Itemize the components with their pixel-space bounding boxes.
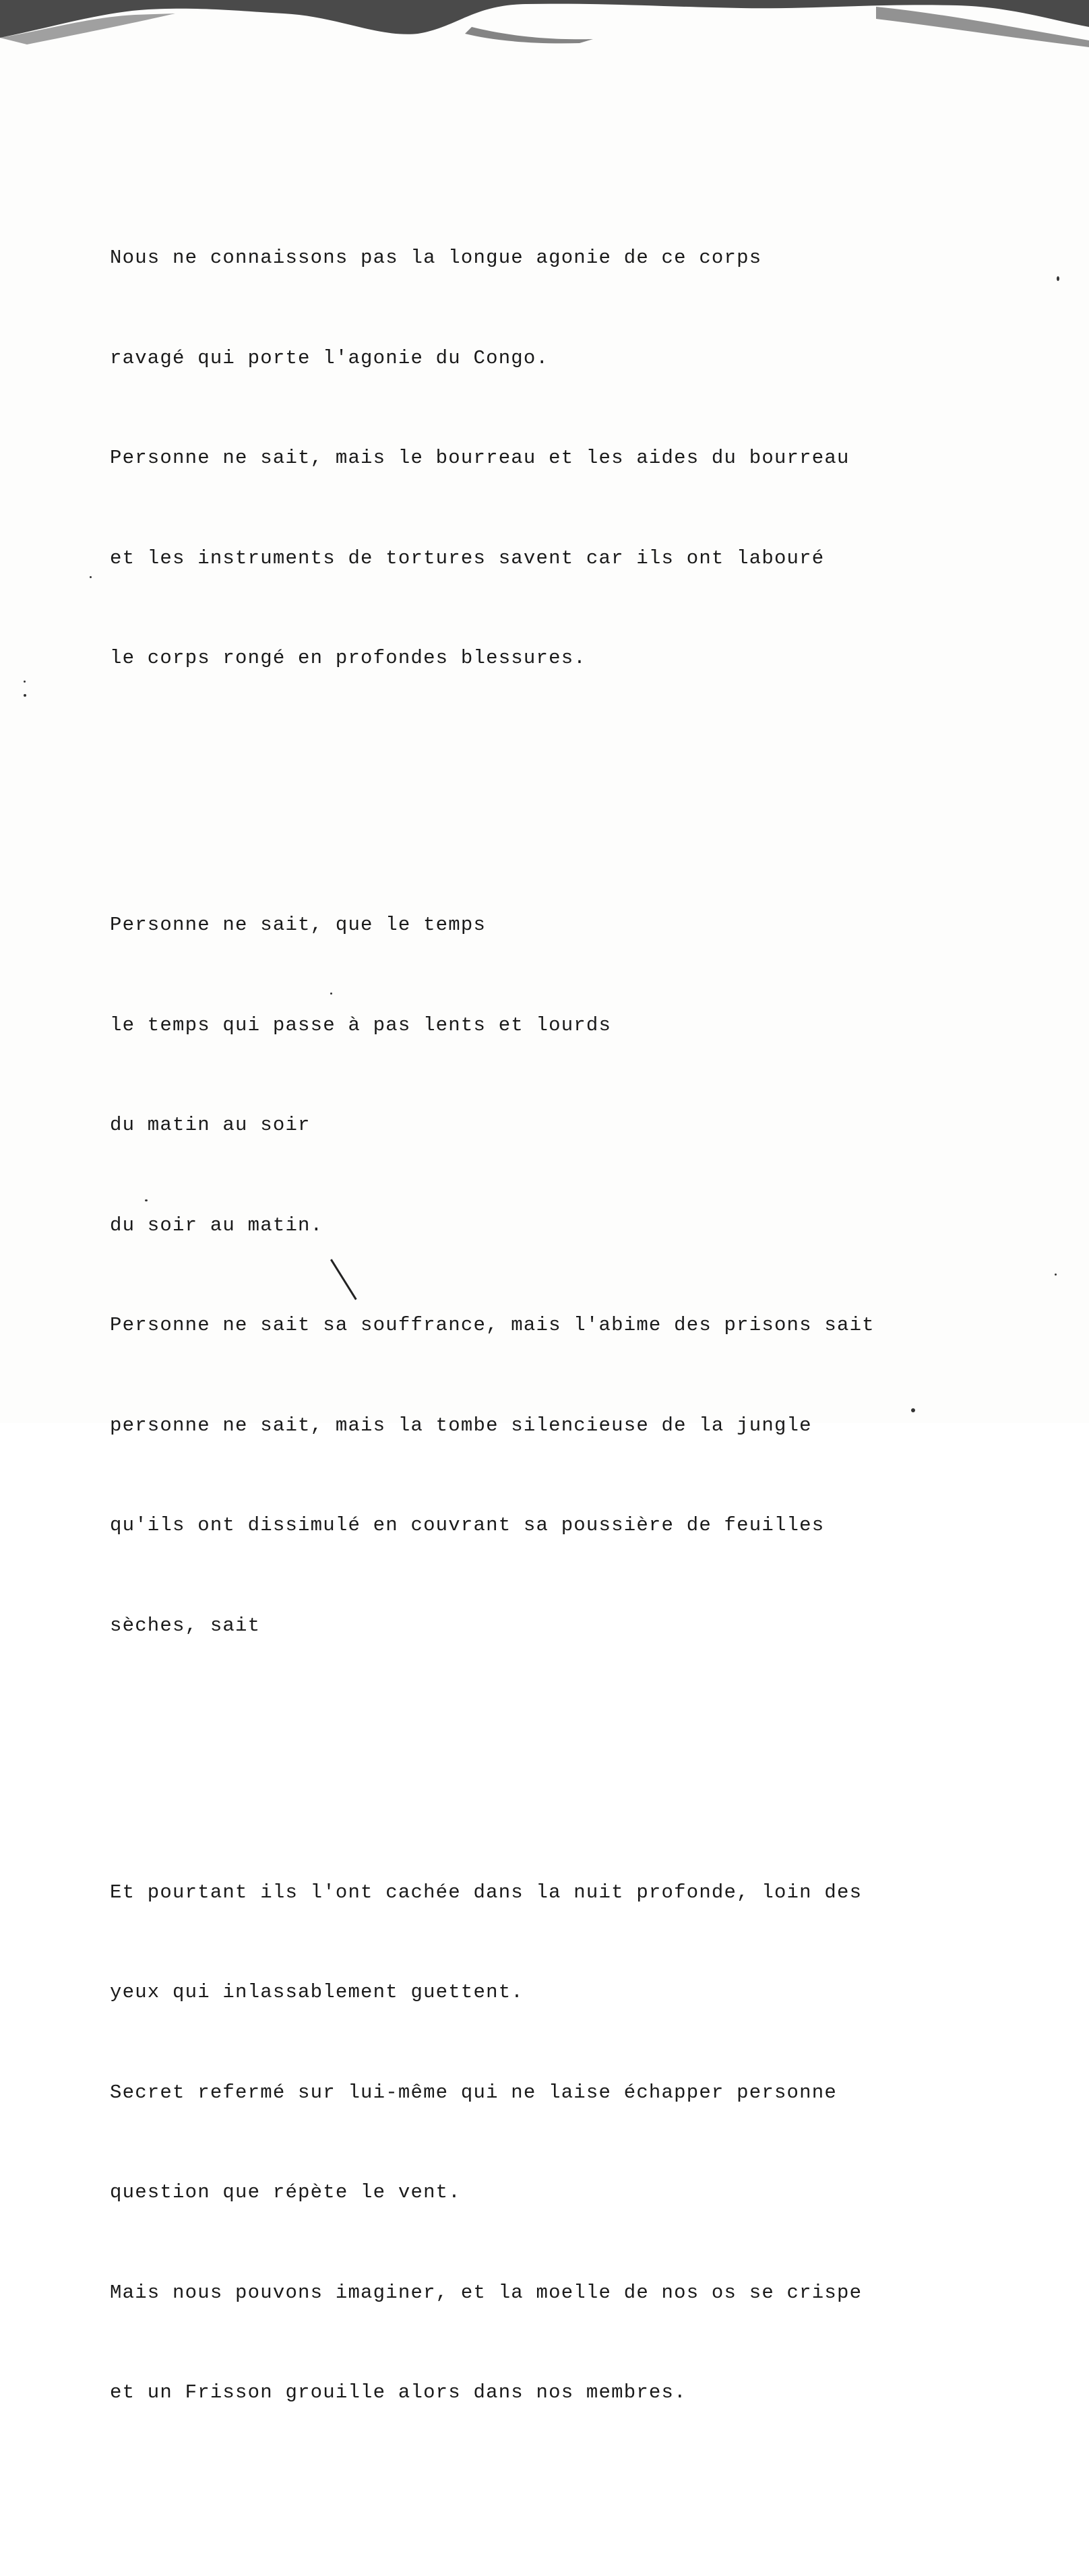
text-line: le corps rongé en profondes blessures. bbox=[110, 647, 586, 669]
scan-speck bbox=[330, 993, 332, 995]
scan-speck bbox=[24, 681, 26, 683]
text-line: Nous ne connaissons pas la longue agonie de ce corps bbox=[110, 247, 762, 269]
scan-speck bbox=[1055, 1274, 1057, 1276]
scan-speck bbox=[911, 1408, 915, 1412]
text-line: question que répète le vent. bbox=[110, 2181, 461, 2203]
text-line: Secret refermé sur lui-même qui ne laise échapper personne bbox=[110, 2081, 837, 2104]
poem-text bbox=[110, 108, 919, 2576]
scan-edge-smudge bbox=[0, 0, 1089, 47]
stanza-2 bbox=[110, 842, 919, 1709]
text-line: Personne ne sait, mais le bourreau et les aides du bourreau bbox=[110, 447, 850, 469]
text-line: Mais nous pouvons imaginer, et la moelle de nos os se crispe bbox=[110, 2281, 863, 2304]
text-line: du matin au soir bbox=[110, 1114, 311, 1136]
scan-speck bbox=[1057, 276, 1059, 281]
text-line: sèches, sait bbox=[110, 1614, 261, 1637]
text-line: le temps qui passe à pas lents et lourds bbox=[110, 1013, 612, 1036]
text-line: Personne ne sait, que le temps bbox=[110, 914, 487, 936]
text-line: qu'ils ont dissimulé en couvrant sa poussière de feuilles bbox=[110, 1514, 825, 1536]
text-line: personne ne sait, mais la tombe silencieuse de la jungle bbox=[110, 1414, 812, 1437]
stanza-3 bbox=[110, 1809, 919, 2476]
scan-speck bbox=[145, 1199, 148, 1201]
text-line: ravagé qui porte l'agonie du Congo. bbox=[110, 346, 549, 369]
scan-speck bbox=[90, 576, 92, 578]
text-line: Personne ne sait sa souffrance, mais l'abime des prisons sait bbox=[110, 1314, 875, 1336]
text-line: du soir au matin. bbox=[110, 1214, 323, 1236]
text-line: Et pourtant ils l'ont cachée dans la nuit profonde, loin des bbox=[110, 1881, 863, 1904]
text-line: et les instruments de tortures savent car ils ont labouré bbox=[110, 546, 825, 569]
stanza-1 bbox=[110, 175, 919, 742]
text-line: yeux qui inlassablement guettent. bbox=[110, 1981, 524, 2003]
scan-speck bbox=[24, 694, 26, 697]
text-line: et un Frisson grouille alors dans nos membres. bbox=[110, 2381, 687, 2404]
